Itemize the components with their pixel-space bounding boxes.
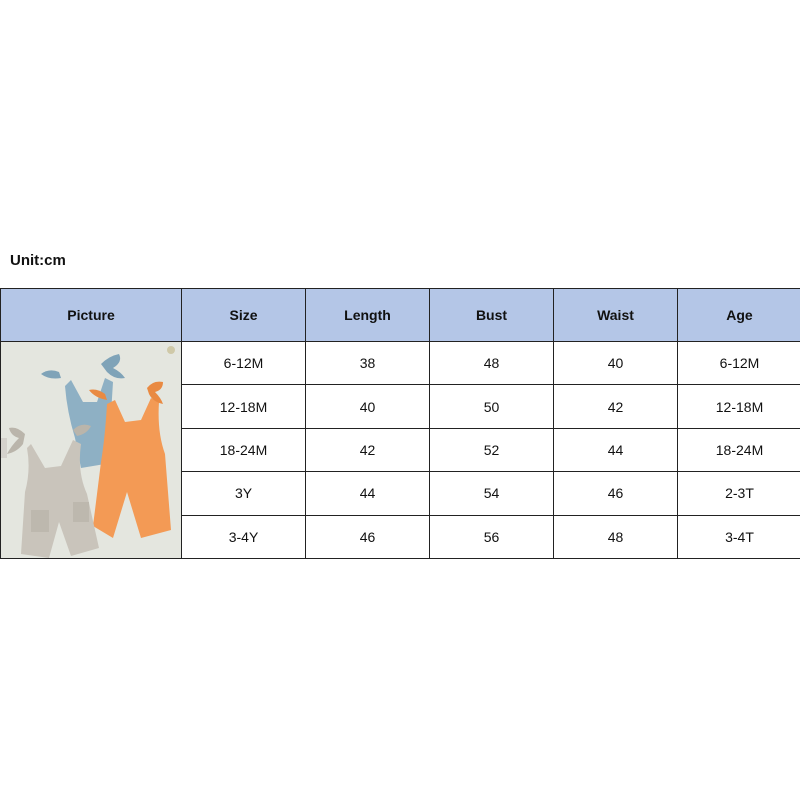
cell-size: 6-12M — [182, 342, 306, 385]
cell-length: 42 — [306, 428, 430, 471]
cell-waist: 46 — [554, 472, 678, 515]
cell-age: 2-3T — [678, 472, 800, 515]
table-row — [1, 342, 800, 385]
cell-age: 3-4T — [678, 515, 800, 558]
cell-waist: 42 — [554, 385, 678, 428]
romper-product-image — [1, 342, 181, 558]
cell-bust: 52 — [430, 428, 554, 471]
header-size: Size — [182, 289, 306, 342]
cell-age: 18-24M — [678, 428, 800, 471]
header-age: Age — [678, 289, 800, 342]
cell-waist: 44 — [554, 428, 678, 471]
cell-length: 40 — [306, 385, 430, 428]
cell-waist: 48 — [554, 515, 678, 558]
cell-bust: 56 — [430, 515, 554, 558]
cell-length: 38 — [306, 342, 430, 385]
cell-size: 3Y — [182, 472, 306, 515]
cell-bust: 48 — [430, 342, 554, 385]
cell-size: 12-18M — [182, 385, 306, 428]
unit-label: Unit:cm — [10, 252, 66, 269]
header-picture: Picture — [1, 289, 182, 342]
cell-bust: 54 — [430, 472, 554, 515]
cell-length: 44 — [306, 472, 430, 515]
cell-waist: 40 — [554, 342, 678, 385]
header-waist: Waist — [554, 289, 678, 342]
size-chart-table — [0, 288, 800, 559]
table-header-row — [1, 289, 800, 342]
header-bust: Bust — [430, 289, 554, 342]
cell-age: 6-12M — [678, 342, 800, 385]
cell-age: 12-18M — [678, 385, 800, 428]
cell-length: 46 — [306, 515, 430, 558]
header-length: Length — [306, 289, 430, 342]
cell-size: 18-24M — [182, 428, 306, 471]
cell-size: 3-4Y — [182, 515, 306, 558]
cell-bust: 50 — [430, 385, 554, 428]
product-picture — [1, 342, 182, 559]
